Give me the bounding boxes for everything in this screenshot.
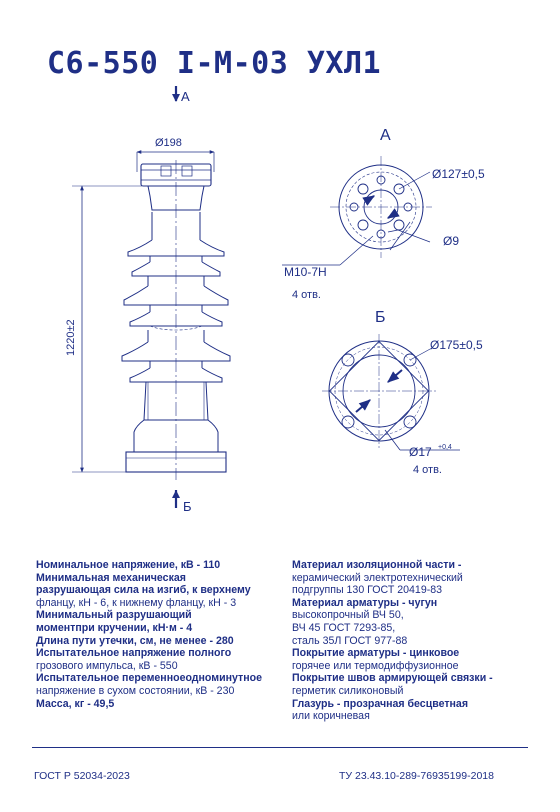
view-b-title: Б <box>375 309 386 326</box>
spec-line: Материал арматуры - чугун <box>292 596 438 609</box>
spec-line: Покрытие швов армирующей связки - <box>292 672 493 685</box>
view-b-hole-tolerance: +0,4 <box>438 444 452 451</box>
footer-standard-left: ГОСТ Р 52034-2023 <box>34 770 130 782</box>
spec-line: Испытательное переменноеодноминутное <box>36 672 262 685</box>
spec-line: Минимальная механическая <box>36 571 186 584</box>
spec-line: напряжение в сухом состоянии, кВ - 230 <box>36 684 235 697</box>
insulator-front-view <box>72 86 230 508</box>
view-a-title: А <box>380 127 391 144</box>
spec-line: горячее или термодиффузионное <box>292 659 459 672</box>
spec-line: ВЧ 45 ГОСТ 7293-85, <box>292 621 396 634</box>
view-a-plan <box>282 156 432 265</box>
view-a-marker <box>172 86 180 102</box>
view-a-hole-label: Ø9 <box>443 234 460 248</box>
spec-line: Минимальный разрушающий <box>36 609 192 622</box>
spec-line: Глазурь - прозрачная бесцветная <box>292 697 468 710</box>
spec-line: Испытательное напряжение полного <box>36 647 232 660</box>
spec-line: герметик силиконовый <box>292 684 404 697</box>
view-a-bolt-circle-label: Ø127±0,5 <box>432 167 485 181</box>
specs-left-column <box>36 559 286 710</box>
view-b-marker-label: Б <box>183 499 192 514</box>
view-b-hole-label: Ø17 <box>409 445 432 459</box>
spec-line: Покрытие арматуры - цинковое <box>292 647 460 660</box>
spec-line: Длина пути утечки, см, не менее - 280 <box>36 634 234 647</box>
footer-standard-right: ТУ 23.43.10-289-76935199-2018 <box>339 770 494 782</box>
spec-line: сталь 35Л ГОСТ 977-88 <box>292 634 408 647</box>
view-a-marker-label: A <box>181 89 190 104</box>
spec-line: Материал изоляционной части - <box>292 559 462 571</box>
view-b-holes-count: 4 отв. <box>413 464 442 476</box>
view-b-marker <box>172 490 180 508</box>
spec-line: подгруппы 130 ГОСТ 20419-83 <box>292 584 443 597</box>
top-diameter-dimension <box>137 152 214 172</box>
spec-line: моментпри кручении, кН·м - 4 <box>36 621 193 634</box>
view-a-holes-count: 4 отв. <box>292 289 321 301</box>
height-label: 1220±2 <box>65 319 77 356</box>
product-title: С6-550 I-М-03 УХЛ1 <box>47 46 382 81</box>
footer-divider <box>32 747 528 748</box>
spec-line: Номинальное напряжение, кВ - 110 <box>36 559 221 571</box>
view-a-thread-label: M10-7H <box>284 265 327 279</box>
top-diameter-label: Ø198 <box>155 137 182 149</box>
specs-right-column <box>292 559 532 723</box>
spec-line: фланцу, кН - 6, к нижнему фланцу, кН - 3 <box>36 596 237 609</box>
height-dimension <box>72 186 142 472</box>
spec-line: керамический электротехнический <box>292 571 463 584</box>
spec-line: грозового импульса, кВ - 550 <box>36 659 178 672</box>
view-b-bolt-circle-label: Ø175±0,5 <box>430 338 483 352</box>
spec-line: разрушающая сила на изгиб, к верхнему <box>36 584 251 597</box>
spec-line: или коричневая <box>292 710 370 723</box>
spec-line: высокопрочный ВЧ 50, <box>292 609 404 622</box>
spec-line: Масса, кг - 49,5 <box>36 697 115 710</box>
